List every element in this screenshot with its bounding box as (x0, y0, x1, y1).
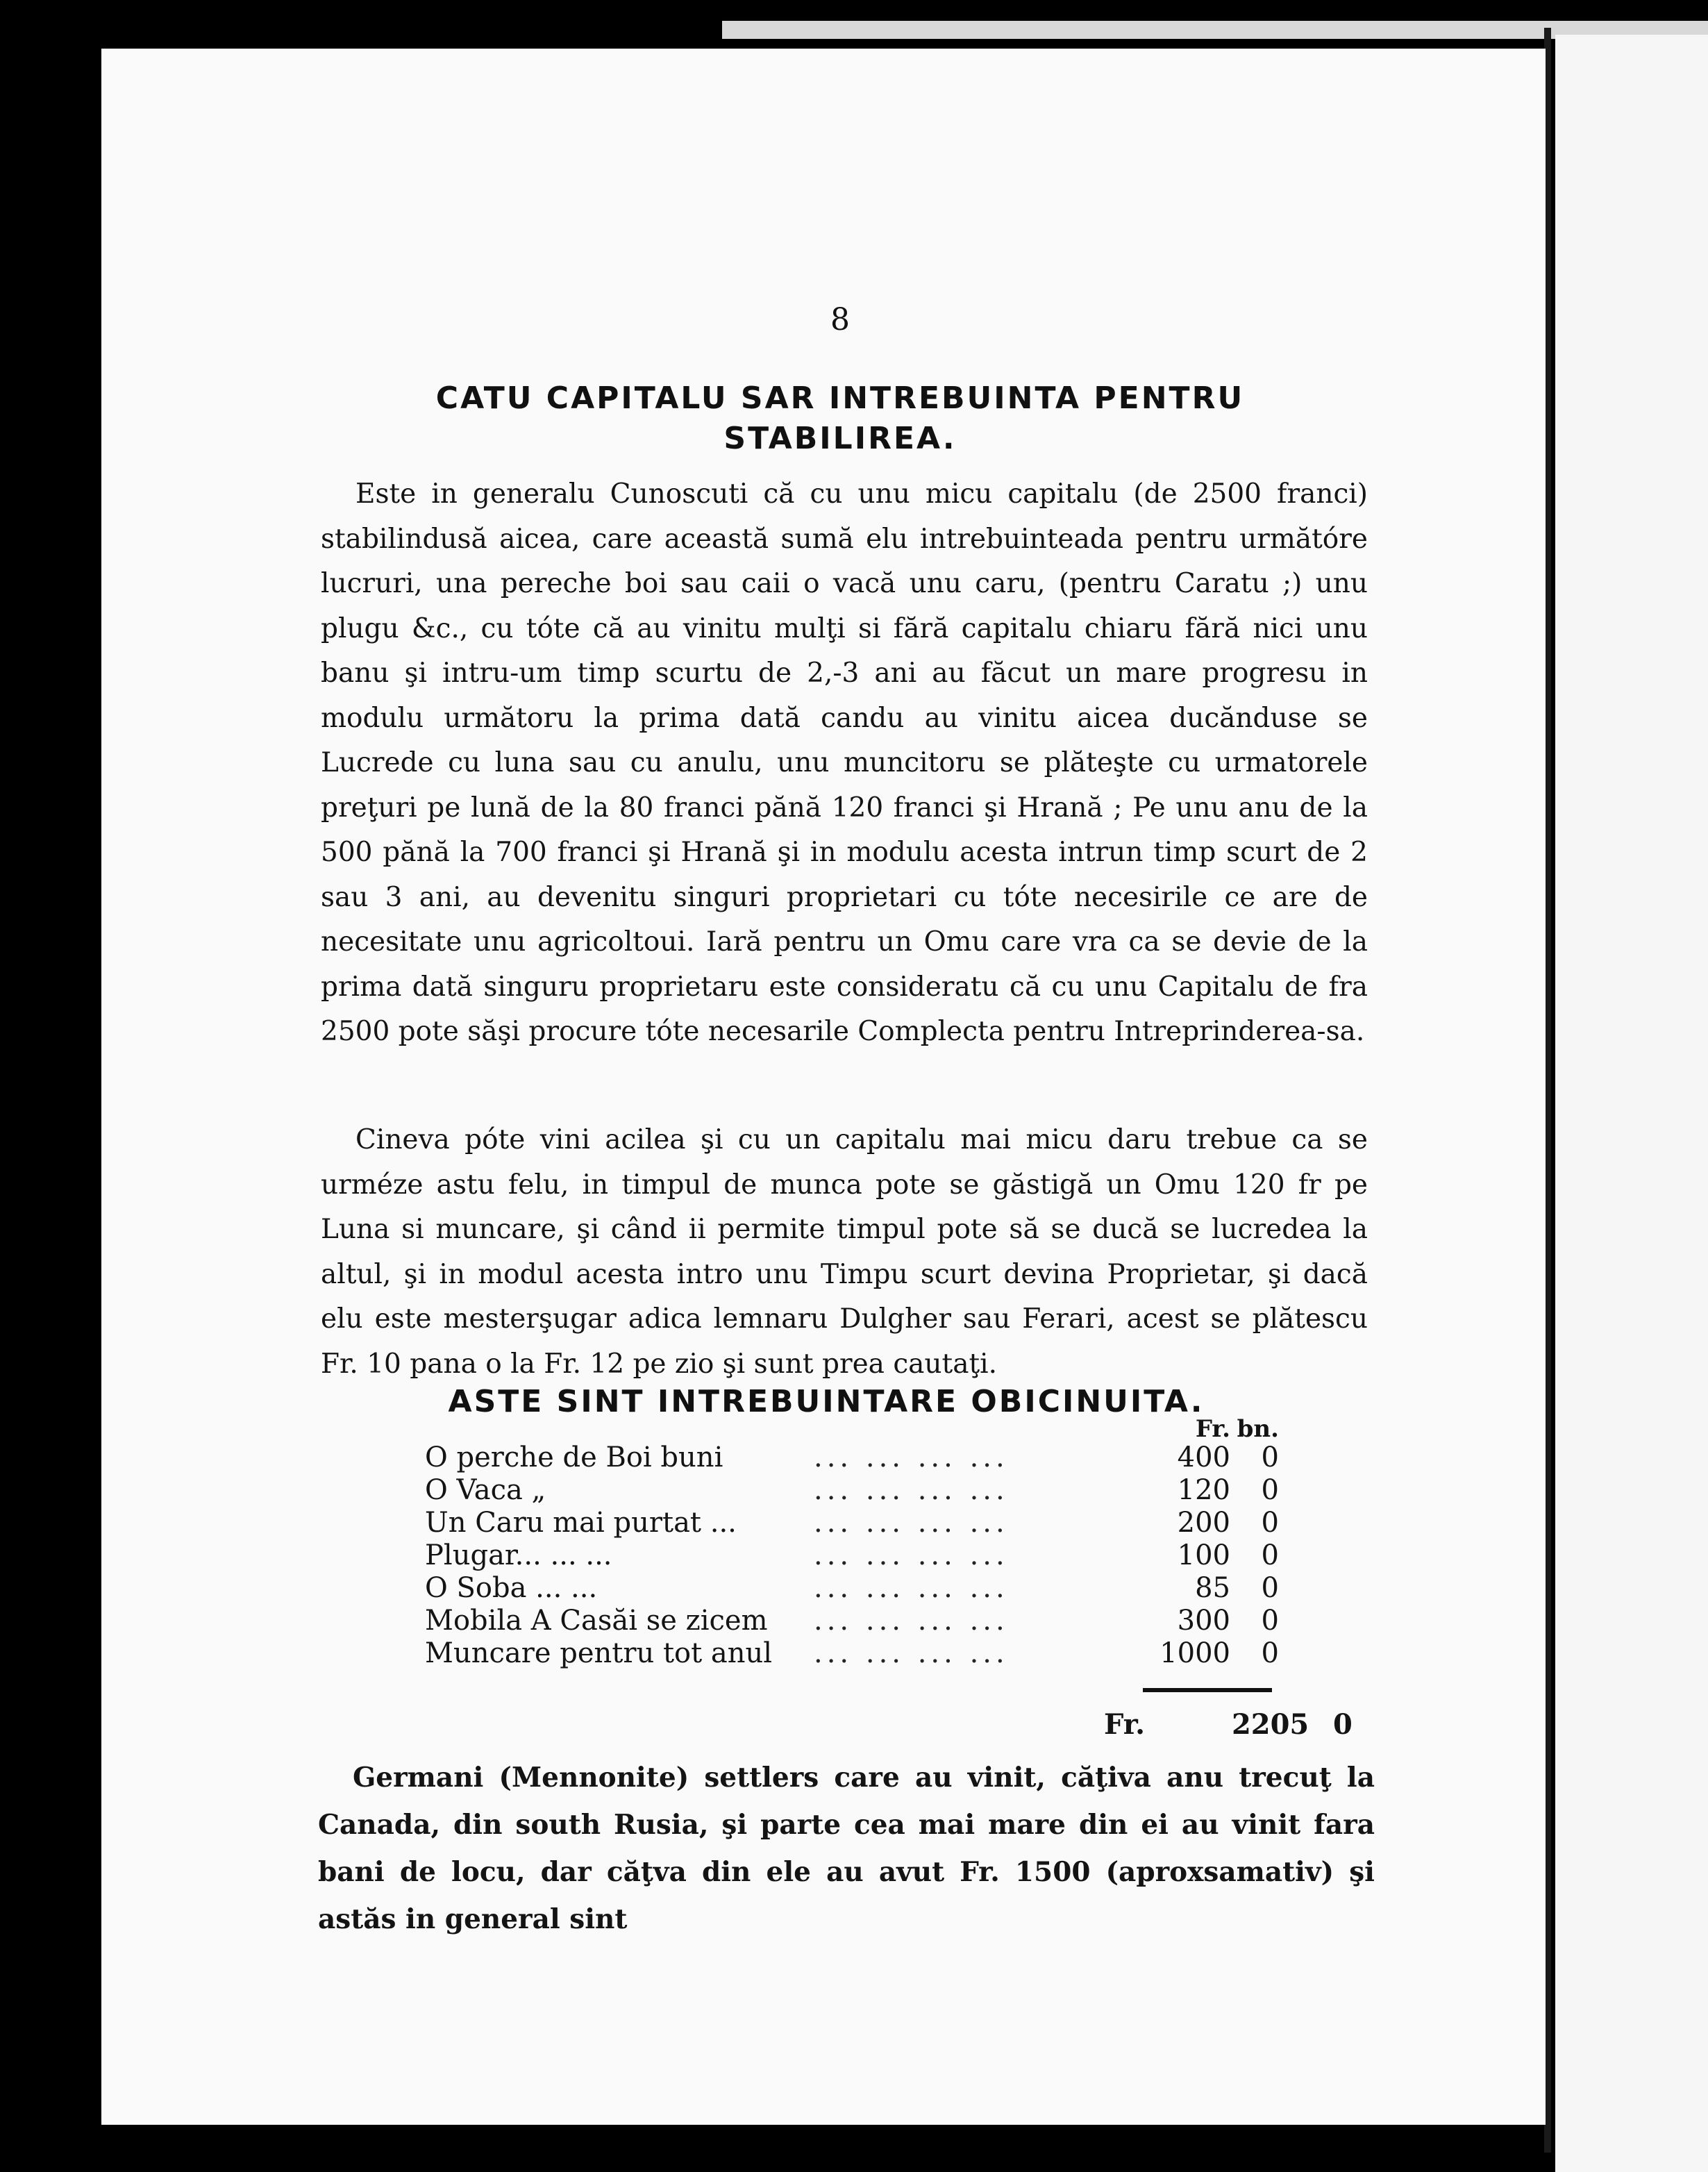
item-bani: 0 (1261, 1605, 1279, 1637)
item-name: Muncare pentru tot anul (425, 1637, 773, 1669)
column-header-fr: Fr. (1195, 1415, 1230, 1443)
dot-leader: ... ... ... ... (814, 1605, 1009, 1637)
item-bani: 0 (1261, 1572, 1279, 1604)
item-francs: 85 (1195, 1572, 1230, 1604)
item-francs: 1000 (1159, 1637, 1230, 1669)
item-bani: 0 (1261, 1474, 1279, 1506)
item-name: O Soba ... ... (425, 1572, 598, 1604)
item-francs: 120 (1177, 1474, 1230, 1506)
paragraph-2: Cineva póte vini acilea şi cu un capitalu mai micu daru trebue ca se urméze astu felu, in timpul de munca pote se găstigă un Omu 120 fr pe Luna si muncare, şi când ii permite timpul pote să se ducă se lucredea la altul, şi in modul acesta intro unu Timpu scurt devina Proprietar, şi dacă elu este mesterşugar adica lemnaru Dulgher sau Ferari, acest se plătescu Fr. 10 pana o la Fr. 12 pe zio şi sunt prea cautaţi. (321, 1124, 1368, 1380)
total-label: Fr. (1104, 1708, 1146, 1741)
item-name: Mobila A Casăi se zicem (425, 1605, 768, 1637)
table-row (425, 1507, 1279, 1539)
item-bani: 0 (1261, 1539, 1279, 1571)
total-francs: 2205 (1231, 1708, 1309, 1741)
item-name: Plugar... ... ... (425, 1539, 612, 1571)
item-bani: 0 (1261, 1442, 1279, 1473)
dot-leader: ... ... ... ... (814, 1539, 1009, 1571)
heading-line-2: STABILIREA. (723, 421, 957, 456)
item-bani: 0 (1261, 1637, 1279, 1669)
section-heading (305, 378, 1375, 459)
dot-leader: ... ... ... ... (814, 1507, 1009, 1539)
table-row (425, 1442, 1279, 1474)
table-heading: ASTE SINT INTREBUINTARE OBICINUITA. (448, 1384, 1205, 1419)
facing-page-edge (1555, 35, 1708, 2172)
table-row (425, 1474, 1279, 1507)
paragraph-3: Germani (Mennonite) settlers care au vinit, căţiva anu trecuţ la Canada, din south Rusia, şi parte cea mai mare din ei au vinit fara bani de locu, dar căţva din ele au avut Fr. 1500 (aproxsamativ) şi astăs in general sint (318, 1762, 1375, 1935)
page-number: 8 (830, 302, 850, 337)
item-name: Un Caru mai purtat ... (425, 1507, 737, 1539)
dot-leader: ... ... ... ... (814, 1637, 1009, 1669)
total-bani: 0 (1333, 1708, 1353, 1741)
paragraph-1: Este in generalu Cunoscuti că cu unu micu capitalu (de 2500 franci) stabilindusă aicea, care această sumă elu intrebuinteada pentru următóre lucruri, una pereche boi sau caii o vacă unu caru, (pentru Caratu ;) unu plugu &c., cu tóte că au vinitu mulţi si fără capitalu chiaru fără nici unu banu şi intru-um timp scurtu de 2,-3 ani au făcut un mare progresu in modulu următoru la prima dată candu au vinitu aicea ducănduse se Lucrede cu luna sau cu anulu, unu muncitoru se plăteşte cu urmatorele preţuri pe lună de la 80 franci pănă 120 franci şi Hrană ; Pe unu anu de la 500 pănă la 700 franci şi Hrană şi in modulu acesta intrun timp scurt de 2 sau 3 ani, au devenitu singuri proprietari cu tóte necesirile ce are de necesitate unu agricoltoui. Iară pentru un Omu care vra ca se devie de la prima dată singuru proprietaru este consideratu că cu unu Capitalu de fra 2500 pote săşi procure tóte necesarile Complecta pentru Intreprinderea-sa. (321, 478, 1368, 1047)
total-row (1104, 1708, 1353, 1741)
item-francs: 400 (1177, 1442, 1230, 1473)
dot-leader: ... ... ... ... (814, 1572, 1009, 1604)
item-francs: 300 (1177, 1605, 1230, 1637)
total-rule (1143, 1688, 1272, 1692)
dot-leader: ... ... ... ... (814, 1474, 1009, 1506)
column-header-bn: bn. (1237, 1415, 1279, 1443)
dot-leader: ... ... ... ... (814, 1442, 1009, 1473)
table-row (425, 1572, 1279, 1605)
expense-table (425, 1417, 1279, 1670)
item-francs: 100 (1177, 1539, 1230, 1571)
table-row (425, 1637, 1279, 1670)
item-francs: 200 (1177, 1507, 1230, 1539)
item-bani: 0 (1261, 1507, 1279, 1539)
table-row (425, 1605, 1279, 1637)
item-name: O Vaca „ (425, 1474, 546, 1506)
table-header-row (425, 1417, 1279, 1442)
item-name: O perche de Boi buni (425, 1442, 723, 1473)
heading-line-1: CATU CAPITALU SAR INTREBUINTA PENTRU (435, 381, 1245, 416)
table-row (425, 1539, 1279, 1572)
